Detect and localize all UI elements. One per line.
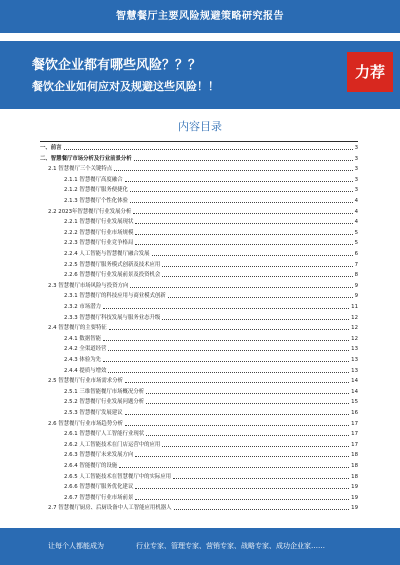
toc-entry-page: 19: [351, 505, 358, 512]
toc-entry-label: 2.6.5 人工智能技术在智慧餐厅中的实际应用: [64, 473, 172, 480]
toc-entry-page: 5: [354, 240, 358, 247]
toc-entry-label: 2.2.3 智慧餐厅行业竞争格局: [64, 240, 134, 247]
toc-entry-label: 2.5.2 智慧餐厅行业发展问题分析: [64, 399, 145, 406]
toc-entry-page: 7: [354, 261, 358, 268]
toc-entry-label: 2.2.4 人工智能与智慧餐厅融合发展: [64, 251, 150, 257]
toc-leader-dots: [64, 149, 353, 150]
toc-entry-page: 19: [351, 484, 358, 491]
toc-entry-page: 19: [351, 494, 358, 501]
toc-leader-dots: [119, 467, 349, 468]
toc-entry-label: 2.3.1 智慧餐厅的科技应用与商业模式创新: [64, 293, 166, 300]
toc-entry[interactable]: [40, 355, 358, 365]
toc-entry-page: 3: [354, 176, 358, 183]
toc-leader-dots: [134, 160, 353, 161]
toc-leader-dots: [103, 308, 349, 309]
toc-entry[interactable]: [40, 154, 358, 164]
toc-entry-page: 18: [351, 452, 358, 459]
toc-entry-page: 8: [354, 272, 358, 279]
toc-entry[interactable]: [40, 461, 358, 471]
toc-entry[interactable]: [40, 249, 358, 259]
toc-leader-dots: [168, 297, 353, 298]
toc-entry[interactable]: [40, 207, 358, 217]
toc-entry-label: 2.7 智慧餐厅厨房、后厨设备中人工智能应用机器人: [48, 505, 172, 512]
report-title: 智慧餐厅主要风险规避策略研究报告: [0, 0, 400, 33]
toc-entry[interactable]: [40, 270, 358, 280]
toc-leader-dots: [125, 414, 349, 415]
banner-question-risks: 餐饮企业都有哪些风险？？？: [32, 58, 202, 73]
toc-entry[interactable]: [40, 313, 358, 323]
toc-entry-label: 2.4.4 提质与增效: [64, 367, 107, 374]
toc-leader-dots: [103, 340, 349, 341]
toc-entry-label: 2.3.3 智慧餐厅科技发展与服务业态升级: [64, 314, 161, 321]
toc-entry-page: 18: [351, 463, 358, 469]
toc-entry-label: 2.6.6 智慧餐厅服务优化建议: [64, 484, 134, 491]
toc-entry-label: 2.2.6 智慧餐厅行业发展前景及投资机会: [64, 272, 161, 279]
toc-entry-label: 2.2 2023年智慧餐厅行业发展分析: [48, 208, 132, 215]
toc-top-rule: [40, 141, 358, 142]
toc-entry[interactable]: [40, 440, 358, 450]
toc-entry-page: 18: [351, 473, 358, 480]
toc-entry[interactable]: [40, 503, 358, 513]
toc-entry-label: 2.6.7 智慧餐厅行业市场前景: [64, 494, 134, 501]
toc-leader-dots: [130, 202, 353, 203]
toc-entry-label: 2.6 智慧餐厅行业市场趋势分析: [48, 420, 123, 427]
toc-entry-label: 2.4.1 数据智能: [64, 335, 101, 342]
recommend-stamp: 力荐: [347, 52, 393, 92]
banner-question-response: 餐饮企业如何应对及规避这些风险！！: [32, 80, 219, 93]
toc-entry-label: 2.5 智慧餐厅行业市场需求分析: [48, 378, 123, 385]
toc-entry-label: 2.2.1 智慧餐厅行业发展现状: [64, 219, 134, 226]
toc-entry-page: 13: [351, 357, 358, 363]
toc-entry[interactable]: [40, 493, 358, 503]
footer-slogan: 让每个人都能成为: [48, 542, 104, 550]
toc-entry[interactable]: [40, 450, 358, 460]
toc-entry-label: 2.6.4 智能餐厅的设施: [64, 463, 118, 469]
toc-entry-page: 14: [351, 378, 358, 385]
toc-entry[interactable]: [40, 196, 358, 206]
toc-entry-page: 4: [354, 219, 358, 226]
toc-entry-page: 15: [351, 399, 358, 406]
toc-entry[interactable]: [40, 323, 358, 333]
toc-entry-page: 4: [354, 198, 358, 204]
toc-leader-dots: [135, 244, 353, 245]
toc-entry-page: 9: [354, 293, 358, 300]
toc-entry-label: 2.1.2 智慧餐厅服务便捷化: [64, 187, 128, 194]
toc-entry-page: 17: [351, 441, 358, 448]
toc-leader-dots: [174, 509, 349, 510]
toc-entry-label: 2.1.3 智慧餐厅个性化体验: [64, 198, 128, 204]
toc-entry-label: 2.6.1 智慧餐厅人工智能行业现状: [64, 431, 145, 438]
toc-entry[interactable]: [40, 302, 358, 312]
toc-leader-dots: [125, 181, 353, 182]
toc-leader-dots: [162, 266, 353, 267]
toc-entry-page: 3: [354, 145, 358, 151]
toc-entry[interactable]: [40, 175, 358, 185]
toc-entry-label: 2.4.2 全渠道经营: [64, 346, 107, 353]
toc-entry-page: 17: [351, 431, 358, 438]
toc-entry[interactable]: [40, 408, 358, 418]
toc-leader-dots: [135, 499, 349, 500]
toc-entry[interactable]: [40, 334, 358, 344]
toc-entry-page: 13: [351, 367, 358, 374]
toc-leader-dots: [125, 425, 349, 426]
toc-entry-page: 12: [351, 314, 358, 321]
toc-entry[interactable]: [40, 376, 358, 386]
toc-entry-label: 2.2.5 智慧餐厅服务模式创新及技术应用: [64, 261, 161, 268]
toc-entry[interactable]: [40, 164, 358, 174]
toc-entry-label: 2.1.1 智慧餐厅高度融合: [64, 176, 123, 183]
toc-entry[interactable]: [40, 429, 358, 439]
toc-entry-label: 2.6.3 智慧餐厅未来发展方向: [64, 452, 134, 459]
toc-entry-label: 2.5.3 智慧餐厅发展建议: [64, 410, 123, 416]
toc-entry-page: 9: [354, 282, 358, 289]
toc-leader-dots: [130, 191, 353, 192]
toc-leader-dots: [108, 372, 349, 373]
toc-leader-dots: [162, 276, 353, 277]
toc-leader-dots: [135, 234, 353, 235]
toc-leader-dots: [146, 403, 349, 404]
toc-leader-dots: [162, 446, 349, 447]
toc-entry[interactable]: [40, 482, 358, 492]
toc-entry-page: 5: [354, 229, 358, 236]
toc-leader-dots: [103, 361, 349, 362]
toc-entry-page: 6: [354, 251, 358, 257]
toc-leader-dots: [135, 488, 349, 489]
toc-leader-dots: [109, 329, 349, 330]
toc-entry[interactable]: [40, 419, 358, 429]
toc-leader-dots: [125, 382, 349, 383]
toc-entry-page: 3: [354, 166, 358, 173]
toc-entry-label: 2.4.3 体验为先: [64, 357, 101, 363]
toc-leader-dots: [133, 213, 353, 214]
toc-entry-page: 17: [351, 420, 358, 427]
toc-entry[interactable]: [40, 260, 358, 270]
toc-entry-page: 11: [351, 304, 358, 310]
toc-title: 内容目录: [178, 120, 222, 133]
toc-entry-label: 2.1 智慧餐厅三个关键特点: [48, 166, 113, 173]
toc-entry[interactable]: [40, 217, 358, 227]
toc-entry-page: 12: [351, 325, 358, 332]
toc-leader-dots: [135, 456, 349, 457]
toc-entry-label: 2.6.2 人工智能技术在门店运营中的应用: [64, 441, 161, 448]
toc-leader-dots: [130, 287, 353, 288]
toc-entry-page: 13: [351, 346, 358, 353]
toc-entry[interactable]: [40, 291, 358, 301]
toc-leader-dots: [108, 350, 349, 351]
toc-entry-page: 16: [351, 410, 358, 416]
toc-entry[interactable]: [40, 366, 358, 376]
banner: [0, 41, 400, 109]
toc-entry[interactable]: [40, 143, 358, 153]
toc-entry-page: 12: [351, 335, 358, 342]
toc-entry-page: 3: [354, 187, 358, 194]
toc-entry-label: 2.3 智慧餐厅市场风险与投资方向: [48, 282, 129, 289]
toc-entry[interactable]: [40, 228, 358, 238]
toc-entry-page: 14: [351, 388, 358, 395]
toc-entry[interactable]: [40, 397, 358, 407]
toc-entry[interactable]: [40, 344, 358, 354]
toc-entry[interactable]: [40, 238, 358, 248]
toc-entry[interactable]: [40, 387, 358, 397]
toc-leader-dots: [152, 255, 353, 256]
toc-entry[interactable]: [40, 472, 358, 482]
toc-entry-page: 3: [354, 155, 358, 162]
toc-leader-dots: [162, 319, 349, 320]
toc-leader-dots: [114, 170, 353, 171]
toc-leader-dots: [146, 435, 349, 436]
toc-leader-dots: [146, 393, 349, 394]
toc-entry[interactable]: [40, 185, 358, 195]
toc-entry-label: 2.3.2 市场潜力: [64, 304, 101, 310]
toc-entry-label: 2.4 智慧餐厅的主要特征: [48, 325, 107, 332]
toc-leader-dots: [135, 223, 353, 224]
toc-entry-label: 一、前言: [40, 145, 62, 151]
toc-entry-label: 2.2.2 智慧餐厅行业市场规模: [64, 229, 134, 236]
toc-entry-label: 2.5.1 三维智能餐厅市场概况分析: [64, 388, 145, 395]
toc-entry-label: 二、智慧餐厅市场分析及行业前景分析: [40, 155, 132, 162]
footer-roles: 行业专家、管理专家、营销专家、战略专家、成功企业家……: [136, 542, 325, 550]
toc-entry[interactable]: [40, 281, 358, 291]
toc-entry-page: 4: [354, 208, 358, 215]
table-of-contents: [40, 143, 358, 543]
toc-leader-dots: [173, 478, 349, 479]
